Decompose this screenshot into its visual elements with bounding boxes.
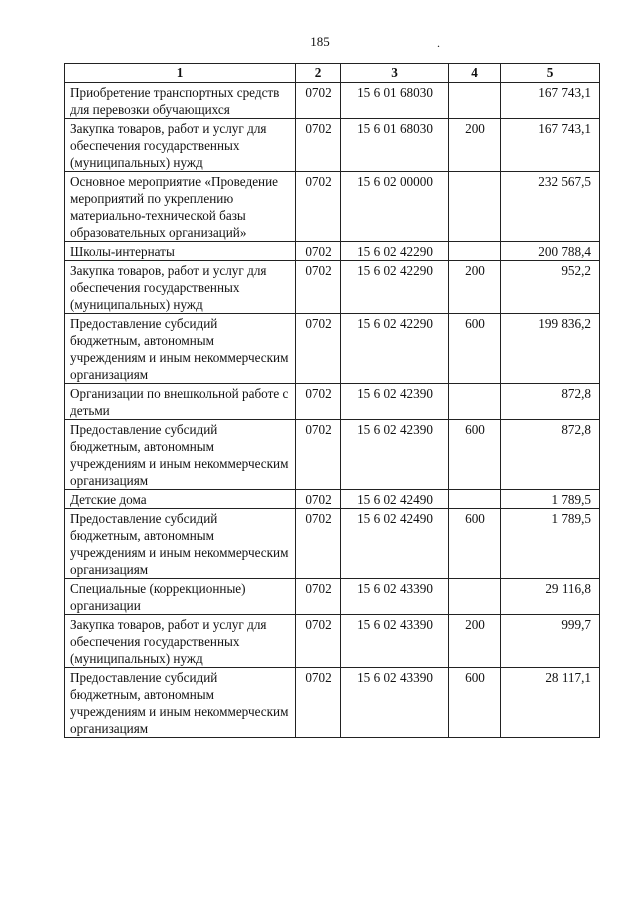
row-name-cell: Предоставление субсидий бюджетным, автономным учреждениям и иным некоммерческим организациям (65, 509, 296, 579)
table-row (65, 172, 600, 242)
table-row (65, 579, 600, 615)
row-amount-cell: 167 743,1 (501, 119, 600, 172)
row-section-cell: 0702 (296, 615, 341, 668)
table-row (65, 119, 600, 172)
column-header-3: 3 (341, 64, 449, 83)
row-amount-cell: 872,8 (501, 384, 600, 420)
row-section-cell: 0702 (296, 172, 341, 242)
page-number: 185 (310, 34, 330, 49)
row-code-cell: 15 6 02 43390 (341, 579, 449, 615)
row-type-cell: 600 (449, 314, 501, 384)
table-row (65, 420, 600, 490)
row-amount-cell: 28 117,1 (501, 668, 600, 738)
row-type-cell: 200 (449, 119, 501, 172)
row-code-cell: 15 6 02 00000 (341, 172, 449, 242)
row-code-cell: 15 6 02 43390 (341, 615, 449, 668)
row-amount-cell: 232 567,5 (501, 172, 600, 242)
table-row (65, 615, 600, 668)
row-type-cell (449, 490, 501, 509)
row-section-cell: 0702 (296, 314, 341, 384)
row-name-cell: Специальные (коррекционные) организации (65, 579, 296, 615)
row-code-cell: 15 6 02 43390 (341, 668, 449, 738)
budget-table (64, 63, 600, 738)
row-type-cell (449, 384, 501, 420)
row-section-cell: 0702 (296, 384, 341, 420)
row-amount-cell: 29 116,8 (501, 579, 600, 615)
row-code-cell: 15 6 02 42390 (341, 384, 449, 420)
table-row (65, 261, 600, 314)
row-amount-cell: 952,2 (501, 261, 600, 314)
row-amount-cell: 1 789,5 (501, 490, 600, 509)
table-row (65, 314, 600, 384)
table-row (65, 83, 600, 119)
column-header-2: 2 (296, 64, 341, 83)
row-name-cell: Детские дома (65, 490, 296, 509)
table-row (65, 509, 600, 579)
row-name-cell: Приобретение транспортных средств для перевозки обучающихся (65, 83, 296, 119)
row-section-cell: 0702 (296, 119, 341, 172)
row-amount-cell: 199 836,2 (501, 314, 600, 384)
row-code-cell: 15 6 02 42390 (341, 420, 449, 490)
row-type-cell (449, 172, 501, 242)
column-header-4: 4 (449, 64, 501, 83)
row-code-cell: 15 6 01 68030 (341, 119, 449, 172)
row-name-cell: Предоставление субсидий бюджетным, автономным учреждениям и иным некоммерческим организациям (65, 314, 296, 384)
row-amount-cell: 167 743,1 (501, 83, 600, 119)
row-name-cell: Предоставление субсидий бюджетным, автономным учреждениям и иным некоммерческим организациям (65, 668, 296, 738)
row-section-cell: 0702 (296, 83, 341, 119)
row-type-cell (449, 83, 501, 119)
row-section-cell: 0702 (296, 420, 341, 490)
row-section-cell: 0702 (296, 668, 341, 738)
row-amount-cell: 1 789,5 (501, 509, 600, 579)
row-code-cell: 15 6 02 42290 (341, 261, 449, 314)
row-type-cell (449, 579, 501, 615)
row-code-cell: 15 6 01 68030 (341, 83, 449, 119)
column-header-1: 1 (65, 64, 296, 83)
row-section-cell: 0702 (296, 261, 341, 314)
table-row (65, 242, 600, 261)
row-section-cell: 0702 (296, 579, 341, 615)
row-type-cell: 200 (449, 615, 501, 668)
row-name-cell: Школы-интернаты (65, 242, 296, 261)
table-row (65, 668, 600, 738)
row-name-cell: Закупка товаров, работ и услуг для обеспечения государственных (муниципальных) нужд (65, 119, 296, 172)
row-code-cell: 15 6 02 42490 (341, 509, 449, 579)
row-amount-cell: 200 788,4 (501, 242, 600, 261)
row-amount-cell: 872,8 (501, 420, 600, 490)
row-code-cell: 15 6 02 42490 (341, 490, 449, 509)
row-section-cell: 0702 (296, 509, 341, 579)
row-code-cell: 15 6 02 42290 (341, 314, 449, 384)
column-header-5: 5 (501, 64, 600, 83)
row-name-cell: Предоставление субсидий бюджетным, автономным учреждениям и иным некоммерческим организациям (65, 420, 296, 490)
table-header-row (65, 64, 600, 83)
table-row (65, 490, 600, 509)
row-type-cell: 600 (449, 420, 501, 490)
table-row (65, 384, 600, 420)
row-type-cell: 600 (449, 668, 501, 738)
row-section-cell: 0702 (296, 490, 341, 509)
row-section-cell: 0702 (296, 242, 341, 261)
row-type-cell: 200 (449, 261, 501, 314)
row-type-cell (449, 242, 501, 261)
page-mark: . (437, 36, 440, 50)
row-name-cell: Организации по внешкольной работе с детьми (65, 384, 296, 420)
row-name-cell: Основное мероприятие «Проведение мероприятий по укреплению материально-технической базы образовательных организаций» (65, 172, 296, 242)
row-name-cell: Закупка товаров, работ и услуг для обеспечения государственных (муниципальных) нужд (65, 615, 296, 668)
row-code-cell: 15 6 02 42290 (341, 242, 449, 261)
row-amount-cell: 999,7 (501, 615, 600, 668)
row-name-cell: Закупка товаров, работ и услуг для обеспечения государственных (муниципальных) нужд (65, 261, 296, 314)
row-type-cell: 600 (449, 509, 501, 579)
